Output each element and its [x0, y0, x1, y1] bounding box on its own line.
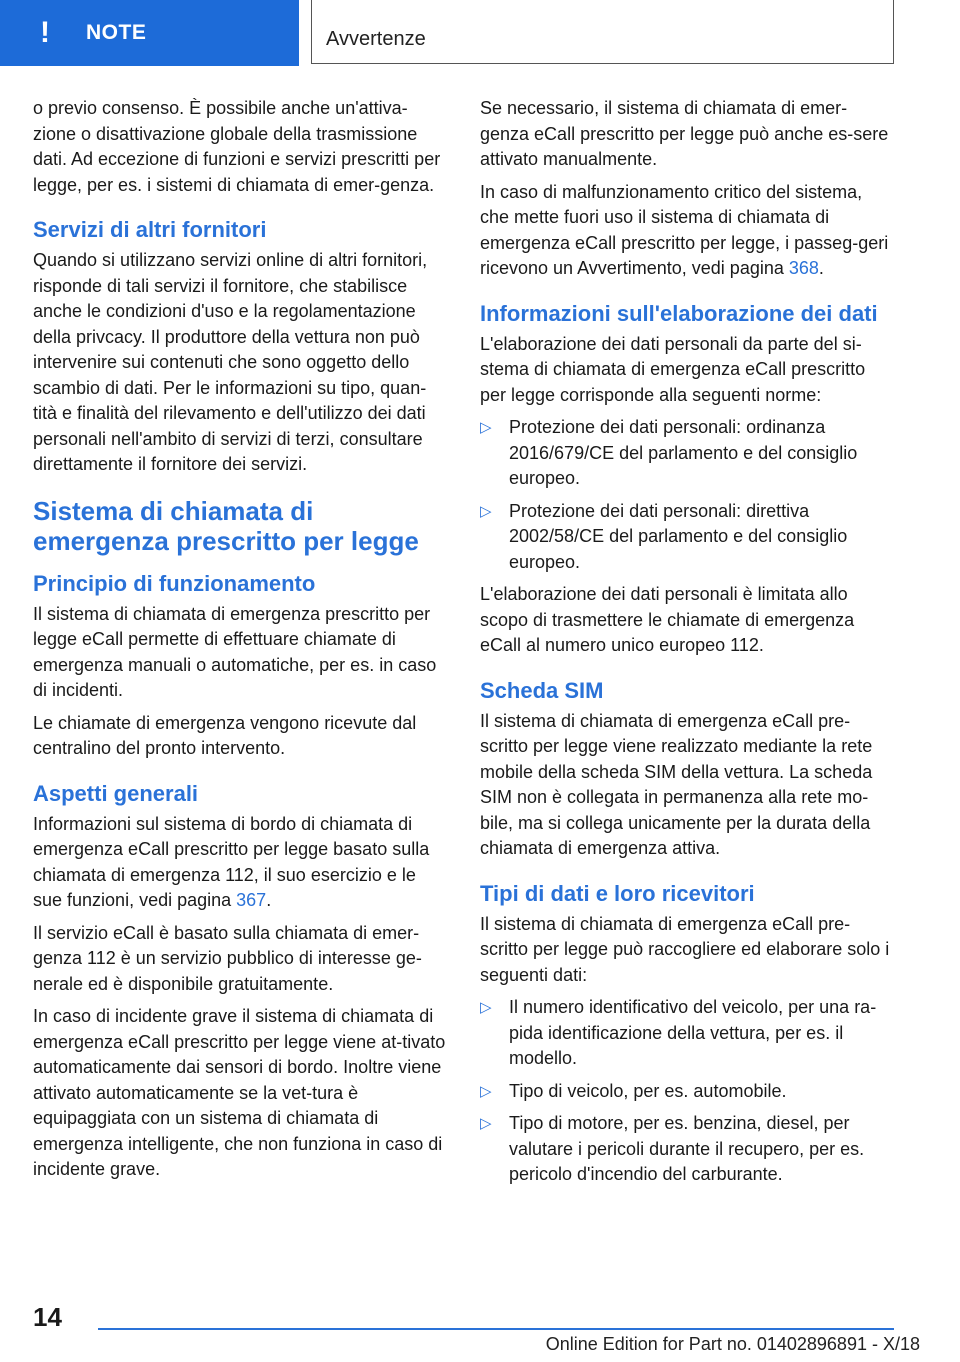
page-number: 14 — [33, 1302, 62, 1332]
list-item: ▷ Tipo di veicolo, per es. automobile. — [480, 1079, 896, 1105]
paragraph: Il sistema di chiamata di emergenza eCall pre‐scritto per legge può raccogliere ed elaborare solo i seguenti dati: — [480, 913, 890, 985]
paragraph: L'elaborazione dei dati personali da parte del si‐stema di chiamata di emergenza eCall prescritto per legge corrisponde alla seguenti norme: — [480, 333, 866, 405]
right-column — [480, 96, 896, 1195]
paragraph: Il servizio eCall è basato sulla chiamata di emer‐genza 112 è un servizio pubblico di interesse ge‐nerale ed è disponibile gratuitamente. — [33, 922, 422, 994]
paragraph: Le chiamate di emergenza vengono ricevute dal centralino del pronto intervento. — [33, 712, 417, 758]
heading-scheda-sim: Scheda SIM — [480, 677, 604, 703]
section-header — [311, 0, 894, 64]
paragraph: Informazioni sul sistema di bordo di chiamata di emergenza eCall prescritto per legge basato sulla chiamata di emergenza 112, il suo esercizio e le sue funzioni, vedi pagina 367. — [33, 813, 430, 910]
section-title: Avvertenze — [326, 28, 426, 50]
triangle-bullet-icon: ▷ — [480, 1082, 492, 1100]
paragraph: Se necessario, il sistema di chiamata di emer‐genza eCall prescritto per legge può anche es‐sere attivato manualmente. — [480, 98, 889, 169]
left-column — [33, 96, 449, 1190]
paragraph: Il sistema di chiamata di emergenza eCall pre‐scritto per legge viene realizzato mediante la rete mobile della scheda SIM della vettura. La scheda SIM non è collegata in permanenza alla rete mo‐bile, ma si collega unicamente per la durata della chiamata di emergenza attiva. — [480, 710, 873, 858]
paragraph: In caso di malfunzionamento critico del sistema, che mette fuori uso il sistema di chiamata di emergenza eCall prescritto per legge, i passeg‐geri ricevono un Avvertimento, vedi pagina 368. — [480, 181, 889, 278]
heading-informazioni-elaborazione-dati: Informazioni sull'elaborazione dei dati — [480, 300, 878, 326]
bullet-list-norme — [480, 415, 896, 575]
triangle-bullet-icon: ▷ — [480, 502, 492, 520]
paragraph: Quando si utilizzano servizi online di altri fornitori, risponde di tali servizi il fornitore, che stabilisce anche le condizioni d'uso e la regolamentazione della privcacy. Il produttore della vettura non può intervenire sui contenuti che sono oggetto dello scambio di dati. Per le informazioni su tipo, quan‐tità e finalità del rilevamento e dell'utilizzo dei dati personali nell'ambito di servizi di terzi, consultare direttamente il fornitore dei servizi. — [33, 250, 428, 474]
footer-divider — [98, 1328, 894, 1330]
note-tab — [0, 0, 299, 66]
list-item: ▷ Protezione dei dati personali: ordinanza 2016/679/CE del parlamento e del consiglio europeo. — [480, 417, 858, 488]
heading-sistema-chiamata-emergenza: Sistema di chiamata di emergenza prescritto per legge — [33, 495, 419, 556]
exclamation-icon: ! — [40, 16, 50, 49]
triangle-bullet-icon: ▷ — [480, 999, 492, 1016]
list-item: ▷ Protezione dei dati personali: direttiva 2002/58/CE del parlamento e del consiglio europeo. — [480, 500, 848, 572]
bullet-list-dati — [480, 995, 896, 1188]
heading-tipi-di-dati: Tipi di dati e loro ricevitori — [480, 880, 755, 906]
list-item: ▷ Il numero identificativo del veicolo, per una ra‐pida identificazione della vettura, per es. il modello. — [480, 997, 877, 1068]
footer-edition: Online Edition for Part no. 01402896891 - X/18 — [545, 1334, 920, 1354]
triangle-bullet-icon: ▷ — [480, 1115, 492, 1132]
list-item: ▷ Tipo di motore, per es. benzina, diesel, per valutare i pericoli durante il recupero, per es. pericolo d'incendio del carburante. — [480, 1113, 865, 1184]
page-link-368[interactable]: 368 — [788, 258, 819, 278]
paragraph: o previo consenso. È possibile anche un'attiva‐zione o disattivazione globale della trasmissione dati. Ad eccezione di funzioni e servizi prescritti per legge, per es. i sistemi di chiamata di emer‐genza. — [33, 98, 441, 195]
heading-principio-funzionamento: Principio di funzionamento — [33, 570, 316, 596]
heading-aspetti-generali: Aspetti generali — [33, 780, 199, 806]
triangle-bullet-icon: ▷ — [480, 419, 492, 436]
heading-servizi-altri-fornitori: Servizi di altri fornitori — [33, 217, 267, 242]
page-link-367[interactable]: 367 — [236, 890, 267, 910]
paragraph: In caso di incidente grave il sistema di chiamata di emergenza eCall prescritto per legge viene at‐tivato automaticamente dai sensori di bordo. Inoltre viene attivato automaticamente se la vet‐tura è equipaggiata con un sistema di chiamata di emergenza intelligente, che non funziona in caso di incidente grave. — [33, 1006, 446, 1179]
paragraph: L'elaborazione dei dati personali è limitata allo scopo di trasmettere le chiamate di emergenza eCall al numero unico europeo 112. — [480, 584, 855, 655]
note-label: NOTE — [86, 21, 147, 44]
paragraph: Il sistema di chiamata di emergenza prescritto per legge eCall permette di effettuare chiamate di emergenza manuali o automatiche, per es. in caso di incidenti. — [33, 603, 437, 700]
